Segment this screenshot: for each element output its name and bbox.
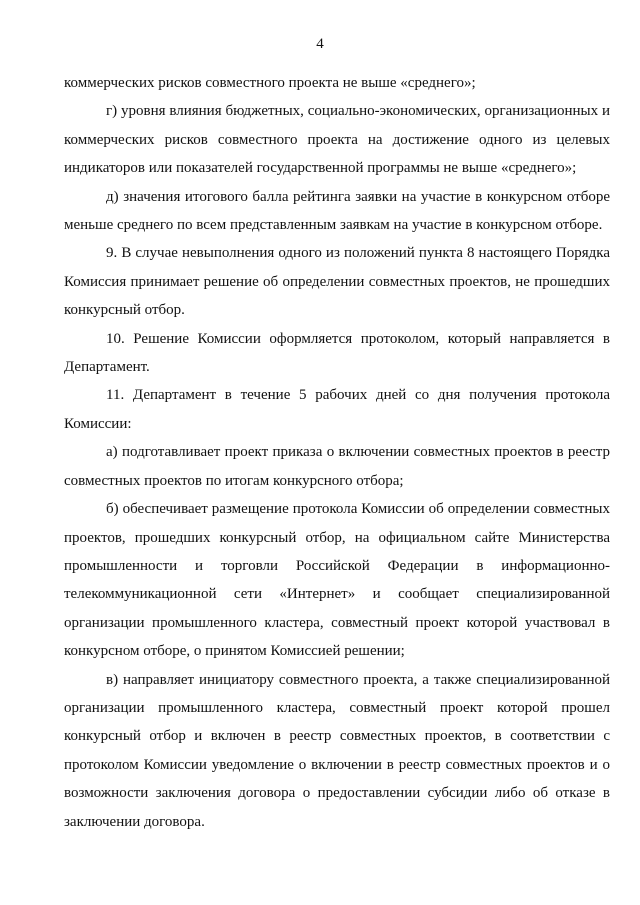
paragraph-item-g: г) уровня влияния бюджетных, социально-экономических, организационных и коммерческих рисков совместного проекта на достижение одного из целевых индикаторов или показателей государственной программы не выше «среднего»;: [64, 103, 610, 177]
paragraph-clause-11-b: б) обеспечивает размещение протокола Комиссии об определении совместных проектов, прошедших конкурсный отбор, на официальном сайте Министерства промышленности и торговли Российской Федерации в информационно-телекоммуникационной сети «Интернет» и сообщает специализированной организации промышленного кластера, совместный проект которой участвовал в конкурсном отборе, о принятом Комиссией решении;: [64, 501, 610, 660]
paragraph-clause-11-v: в) направляет инициатору совместного проекта, а также специализированной организации промышленного кластера, совместный проект которой прошел конкурсный отбор и включен в реестр совместных проектов, в соответствии с протоколом Комиссии уведомление о включении в реестр совместных проектов и о возможности заключения договора о предоставлении субсидии либо об отказе в заключении договора.: [64, 671, 610, 830]
paragraph-item-d: д) значения итогового балла рейтинга заявки на участие в конкурсном отборе меньше среднего по всем представленным заявкам на участие в конкурсном отборе.: [64, 188, 610, 234]
paragraph-continuation: коммерческих рисков совместного проекта не выше «среднего»;: [64, 75, 476, 91]
paragraph-clause-11: 11. Департамент в течение 5 рабочих дней со дня получения протокола Комиссии:: [64, 387, 610, 432]
paragraph-clause-9: 9. В случае невыполнения одного из положений пункта 8 настоящего Порядка Комиссия принимает решение об определении совместных проектов, не прошедших конкурсный отбор.: [64, 245, 610, 319]
paragraph-clause-10: 10. Решение Комиссии оформляется протоколом, который направляется в Департамент.: [64, 330, 610, 376]
document-body: [64, 69, 610, 836]
page-number: 4: [316, 36, 324, 52]
paragraph-clause-11-a: а) подготавливает проект приказа о включении совместных проектов в реестр совместных проектов по итогам конкурсного отбора;: [64, 444, 610, 489]
